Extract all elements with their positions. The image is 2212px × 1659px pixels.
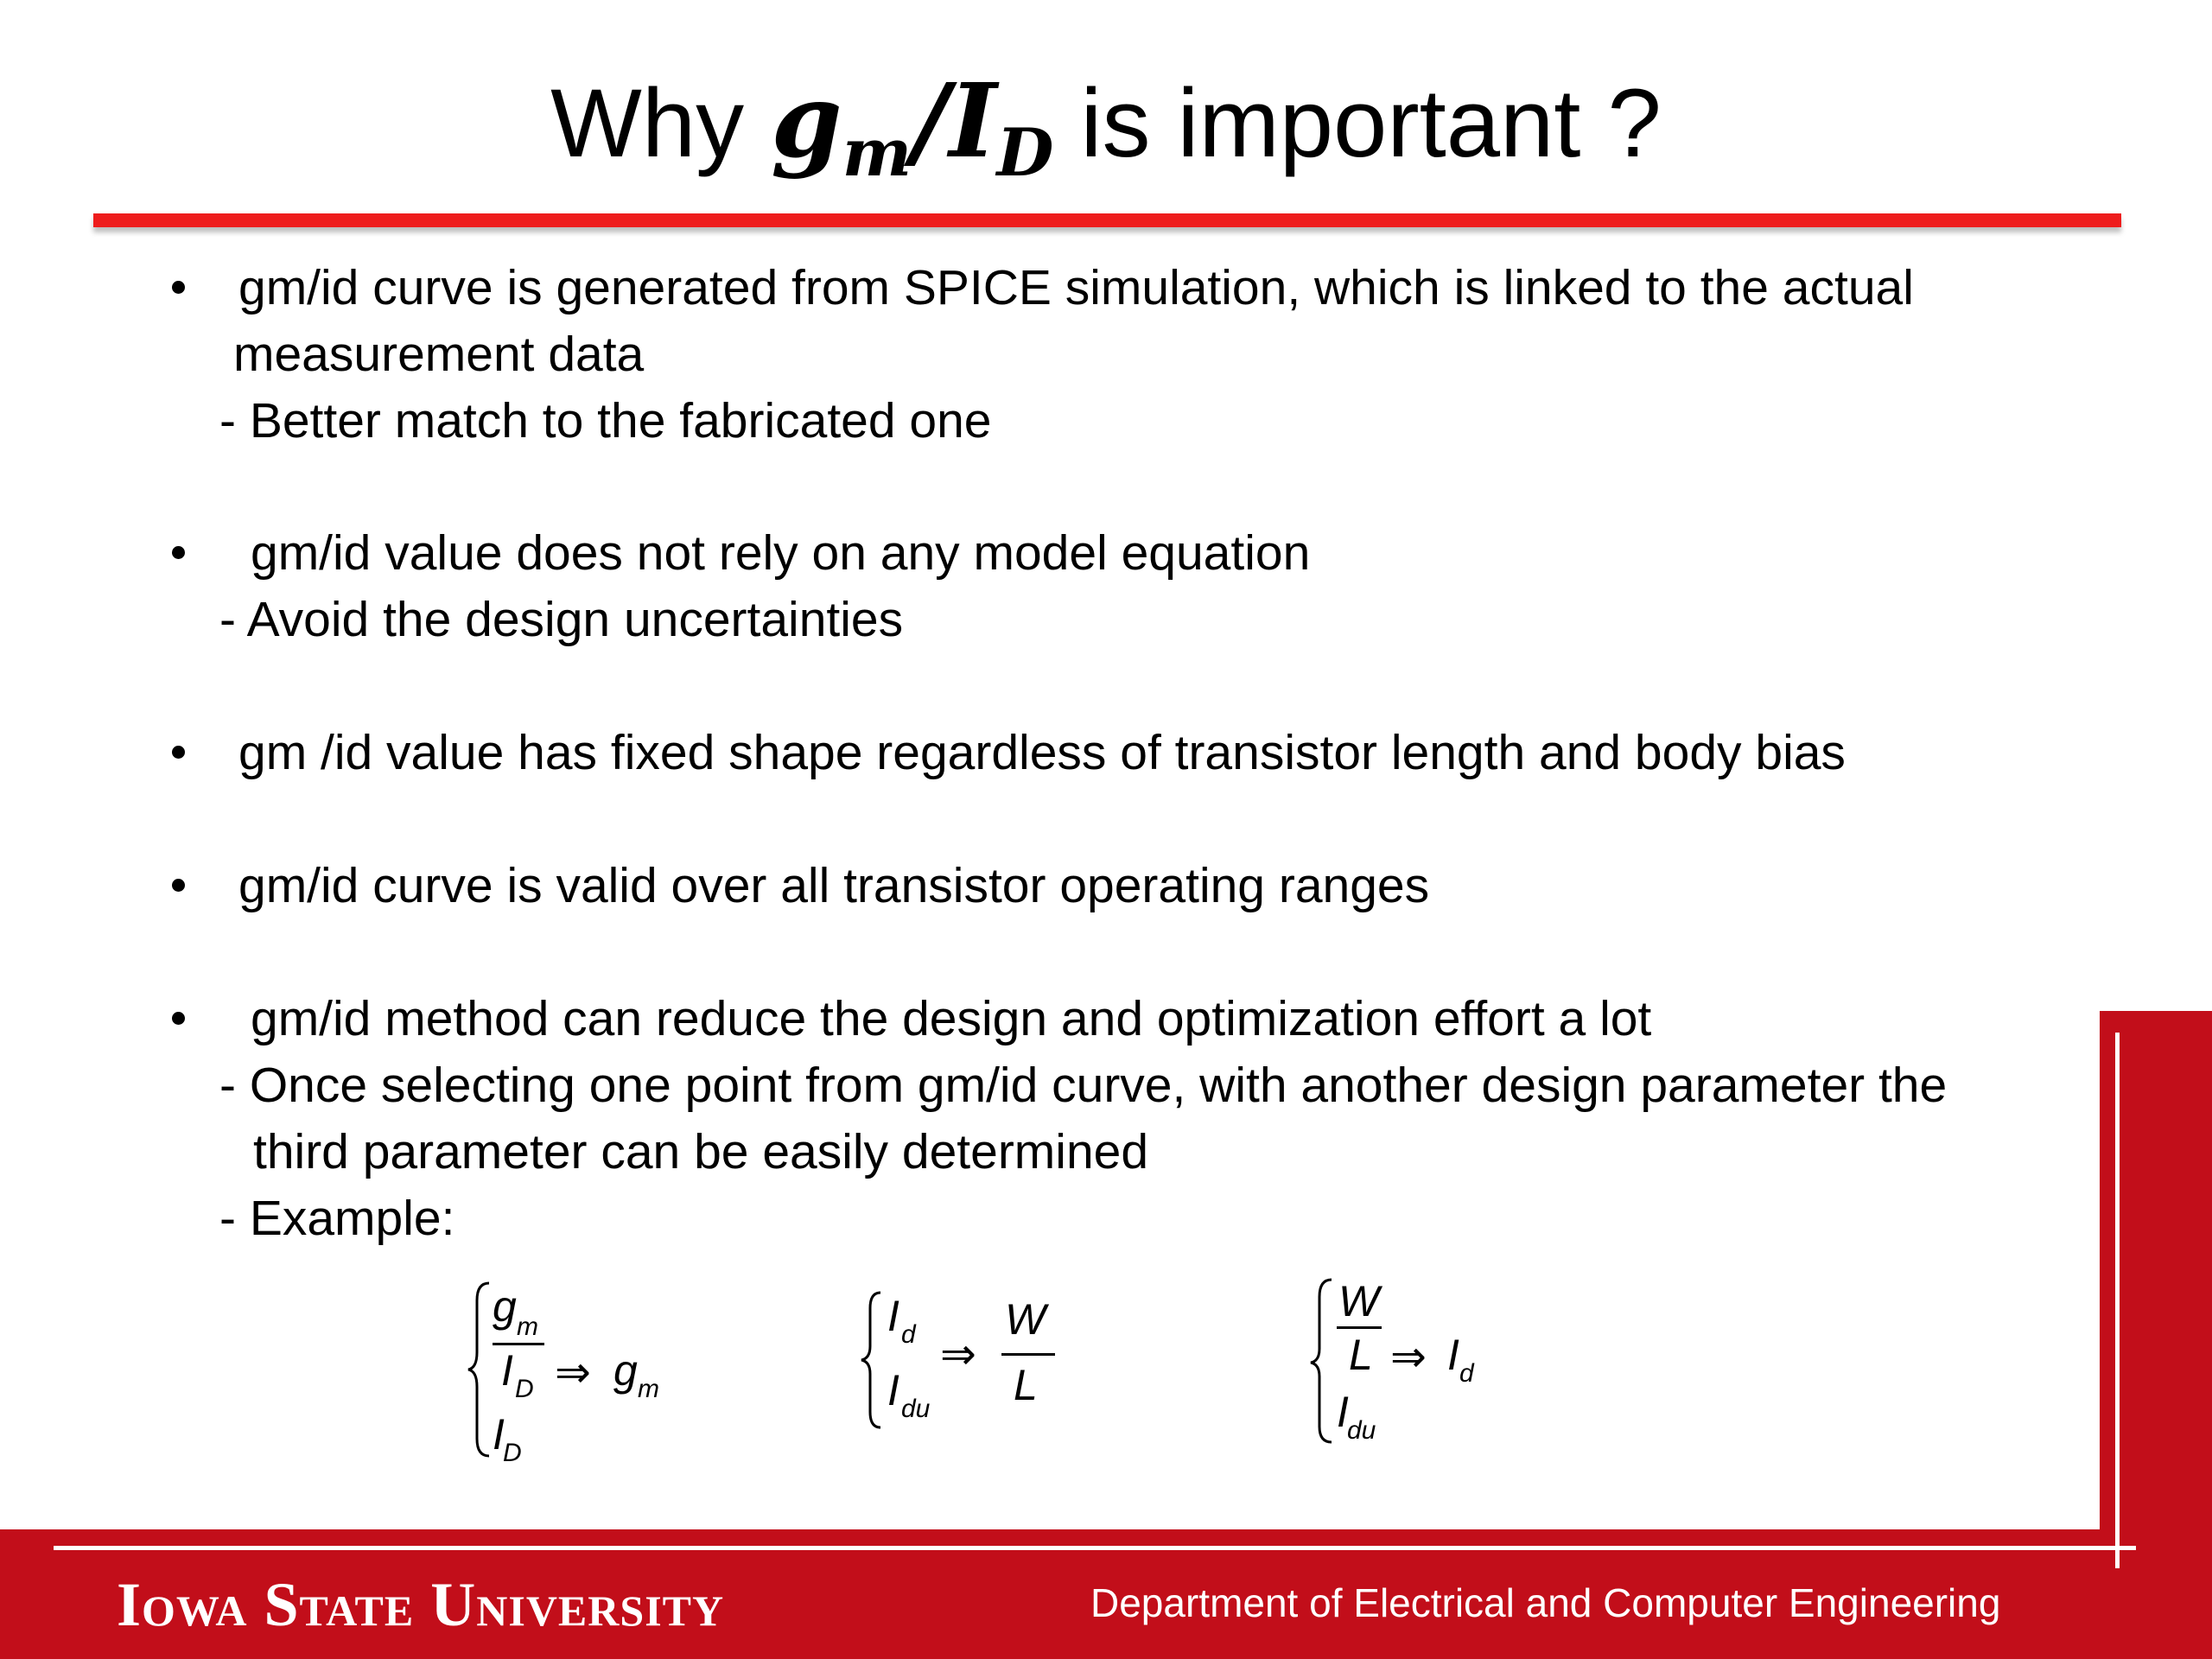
eq1-implies-arrow: ⇒: [555, 1347, 591, 1397]
department-name: Department of Electrical and Computer Engineering: [1090, 1580, 2001, 1625]
bullet-2-line-1: gm/id value does not rely on any model equation: [251, 525, 1311, 581]
bullet-5-line-1: gm/id method can reduce the design and optimization effort a lot: [251, 991, 1652, 1046]
eq2-fraction-line: [1001, 1353, 1055, 1356]
eq2-bottom: I: [887, 1366, 899, 1414]
eq3-result-sub: d: [1459, 1359, 1474, 1388]
eq1-second: I: [493, 1410, 505, 1459]
eq2-top-sub: d: [901, 1320, 916, 1349]
eq3-second-sub: du: [1347, 1416, 1376, 1445]
eq2-implies-arrow: ⇒: [940, 1329, 976, 1379]
eq1-result-sub: m: [638, 1375, 659, 1403]
equation-2: [858, 1287, 1083, 1434]
title-math-g: g: [771, 60, 842, 181]
eq3-result: I: [1447, 1331, 1459, 1379]
eq1-den-sub: D: [515, 1375, 534, 1403]
equation-1-brace: [467, 1274, 493, 1465]
equation-3: [1309, 1274, 1534, 1447]
slide-title: [0, 60, 2212, 191]
eq1-num: g: [493, 1282, 517, 1331]
bullet-1-line-1: gm/id curve is generated from SPICE simulation, which is linked to the actual: [238, 260, 1914, 315]
bullet-4-line-1: gm/id curve is valid over all transistor operating ranges: [238, 858, 1430, 913]
title-math: [771, 60, 1054, 191]
bullet-dot: [172, 1012, 185, 1025]
bullet-5-sub-2: - Example:: [219, 1191, 455, 1246]
eq2-res-num: W: [1005, 1295, 1046, 1344]
eq3-num: W: [1338, 1277, 1380, 1325]
eq1-num-sub: m: [517, 1313, 538, 1341]
eq2-bottom-sub: du: [901, 1395, 931, 1423]
eq3-fraction-line: [1337, 1326, 1382, 1329]
eq1-second-sub: D: [503, 1439, 522, 1467]
bullet-1-sub-1: - Better match to the fabricated one: [219, 393, 992, 448]
bullet-2-sub-1: - Avoid the design uncertainties: [219, 592, 904, 647]
eq3-second: I: [1337, 1388, 1349, 1436]
title-math-I: I: [949, 60, 997, 181]
eq3-den: L: [1349, 1331, 1373, 1379]
eq3-implies-arrow: ⇒: [1390, 1332, 1427, 1382]
bullet-5-sub-1-cont: third parameter can be easily determined: [253, 1124, 1149, 1179]
eq1-fraction-line: [493, 1343, 544, 1345]
bullet-dot: [172, 546, 185, 559]
eq2-top: I: [887, 1292, 899, 1340]
eq2-res-den: L: [1014, 1361, 1038, 1409]
footer-white-horizontal-line: [54, 1546, 2136, 1550]
title-prefix: Why: [550, 69, 772, 177]
equation-2-brace: [858, 1287, 884, 1434]
bullet-1-line-2: measurement data: [233, 327, 645, 382]
university-wordmark-logo: Iowa State University: [117, 1570, 725, 1639]
title-math-m: m: [842, 114, 912, 191]
title-math-slash: /: [912, 60, 950, 181]
title-suffix: is important ?: [1053, 69, 1662, 177]
title-underline-rule: [93, 213, 2121, 227]
bullet-dot: [172, 281, 185, 294]
eq1-den: I: [501, 1346, 513, 1395]
equation-1: [467, 1274, 691, 1465]
bullet-5-sub-1: - Once selecting one point from gm/id curve, with another design parameter the: [219, 1058, 1948, 1113]
bullet-dot: [172, 879, 185, 892]
eq1-result: g: [613, 1346, 638, 1395]
footer-white-vertical-line: [2115, 1033, 2120, 1568]
title-math-D: D: [996, 114, 1054, 191]
equation-3-brace: [1309, 1274, 1335, 1447]
bullet-dot: [172, 746, 185, 759]
bullet-3-line-1: gm /id value has fixed shape regardless of transistor length and body bias: [238, 725, 1846, 780]
